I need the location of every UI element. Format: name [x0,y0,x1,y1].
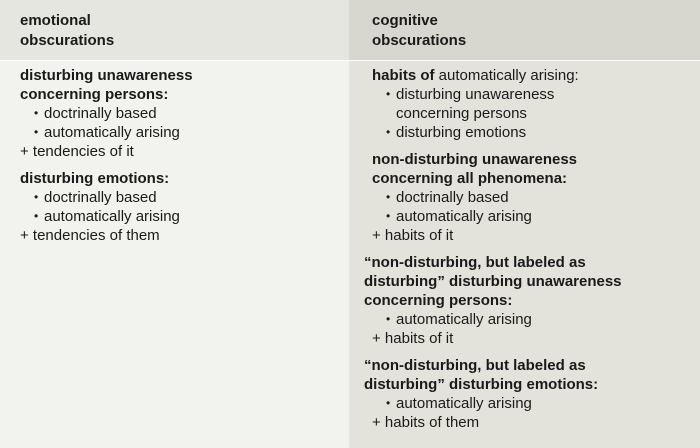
bullet-item [372,123,700,142]
title-line: concerning persons: [364,292,513,309]
group-title [364,356,700,394]
group-non-disturbing-unawareness [372,150,700,245]
title-plain: automatically arising: [434,67,579,84]
bullet-item: • automatically arising [372,310,700,329]
group-title [372,66,700,85]
emotional-obscurations-column [0,0,349,448]
cognitive-obscurations-body [349,61,700,432]
group-disturbing-emotions [20,169,349,245]
bullet-list [20,188,349,226]
bullet-item: • doctrinally based [20,104,349,123]
bullet-item [372,85,700,123]
bullet-item: • automatically arising [372,394,700,413]
bullet-list [372,85,700,142]
bullet-item: • doctrinally based [20,188,349,207]
bullet-item: • doctrinally based [372,188,700,207]
title-line: “non-disturbing, but labeled as [364,357,586,374]
title-line: non-disturbing unawareness [372,151,578,168]
bullet-line: concerning persons [396,105,527,122]
title-line: concerning all phenomena: [372,170,568,187]
bullet-list [372,188,700,226]
header-line: emotional [20,12,91,29]
group-disturbing-unawareness [20,66,349,161]
bullet-line: • disturbing emotions [396,124,527,141]
group-title [20,169,349,188]
group-title [364,253,700,310]
bullet-item: • automatically arising [20,123,349,142]
header-line: obscurations [20,32,115,49]
title-line: disturbing emotions: [20,170,170,187]
group-labeled-disturbing-emotions [364,356,700,432]
title-line: disturbing” disturbing unawareness [364,273,622,290]
group-title [20,66,349,104]
title-line: disturbing” disturbing emotions: [364,376,599,393]
header-line: obscurations [372,32,467,49]
emotional-obscurations-body [0,61,349,245]
group-tail: + tendencies of it [20,143,134,160]
title-line: disturbing unawareness [20,67,193,84]
bullet-list [372,394,700,413]
title-line: concerning persons: [20,86,169,103]
group-tail: + habits of it [372,227,454,244]
header-line: cognitive [372,12,438,29]
bullet-list [372,310,700,329]
title-line: “non-disturbing, but labeled as [364,254,586,271]
bullet-item: • automatically arising [372,207,700,226]
bullet-line: • disturbing unawareness [396,86,555,103]
group-tail: + habits of it [372,330,454,347]
cognitive-obscurations-header [349,0,700,61]
group-tail: + tendencies of them [20,227,160,244]
bullet-list [20,104,349,142]
emotional-obscurations-header [0,0,349,61]
cognitive-obscurations-column [349,0,700,448]
bullet-item: • automatically arising [20,207,349,226]
group-habits-automatically-arising [372,66,700,142]
title-bold: habits of [372,67,435,84]
group-labeled-disturbing-unawareness [364,253,700,348]
group-title [372,150,700,188]
group-tail: + habits of them [372,414,480,431]
